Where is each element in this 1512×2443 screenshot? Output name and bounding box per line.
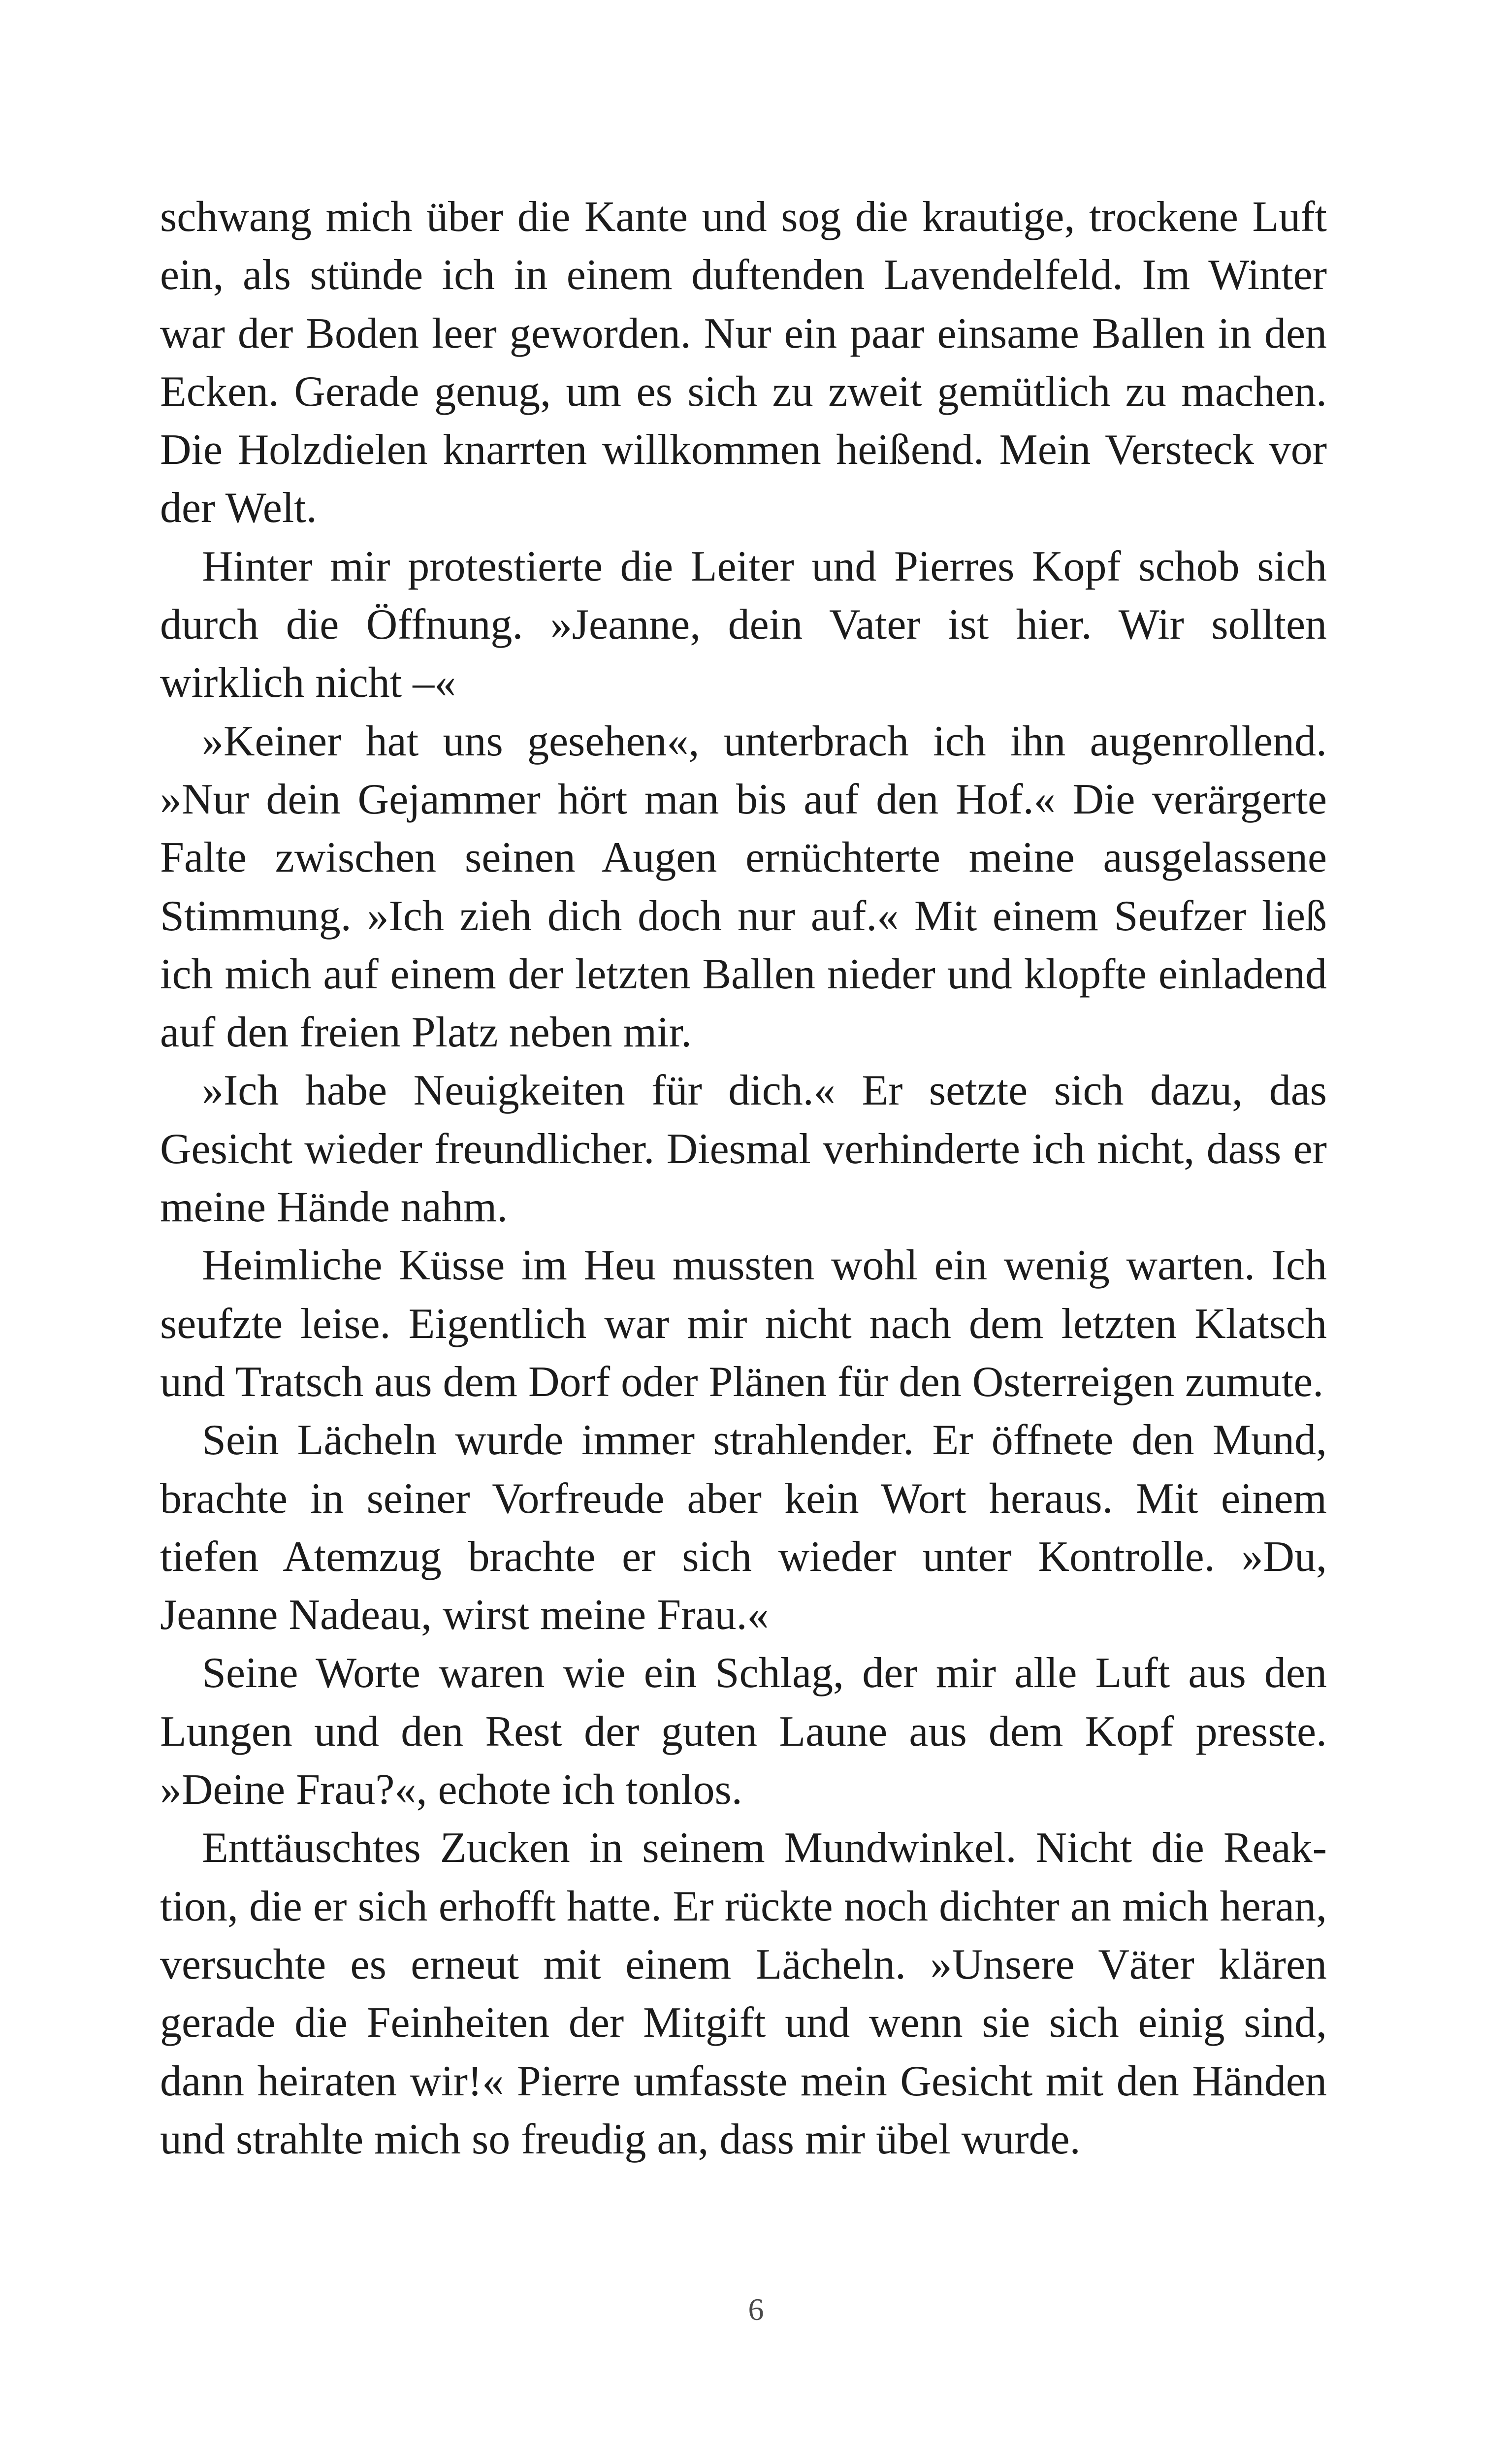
paragraph-8: Enttäuschtes Zucken in seinem Mundwinkel. Nicht die Reaktion, die er sich erhofft hatte. Er rückte noch dichter an mich heran, versuchte es erneut mit einem Lächeln. »Unsere Väter klären gerade die Feinheiten der Mitgift und wenn sie sich einig sind, dann heiraten wir!« Pierre umfasste mein Gesicht mit den Händen und strahlte mich so freudig an, dass mir übel wurde. [160, 1824, 1327, 2163]
paragraph-7: Seine Worte waren wie ein Schlag, der mir alle Luft aus den Lungen und den Rest der guten Laune aus dem Kopf presste. »Deine Frau?«, echote ich tonlos. [160, 1649, 1327, 1814]
paragraph-3: »Keiner hat uns gesehen«, unterbrach ich ihn augenrollend. »Nur dein Gejammer hört man bis auf den Hof.« Die verärgerte Falte zwischen seinen Augen ernüchterte meine ausgelassene Stimmung. »Ich zieh dich doch nur auf.« Mit einem Seufzer ließ ich mich auf einem der letzten Ballen nieder und klopfte einladend auf den freien Platz neben mir. [160, 717, 1327, 1057]
body-text [160, 188, 1327, 2169]
paragraph-5: Heimliche Küsse im Heu mussten wohl ein wenig warten. Ich seufzte leise. Eigentlich war mir nicht nach dem letzten Klatsch und Tratsch aus dem Dorf oder Plänen für den Osterreigen zumute. [160, 1241, 1327, 1406]
paragraph-6: Sein Lächeln wurde immer strahlender. Er öffnete den Mund, brachte in seiner Vorfreude aber kein Wort heraus. Mit einem tiefen Atemzug brachte er sich wieder unter Kontrolle. »Du, Jeanne Nadeau, wirst meine Frau.« [160, 1416, 1327, 1639]
page-number: 6 [748, 2292, 764, 2327]
paragraph-2: Hinter mir protestierte die Leiter und Pierres Kopf schob sich durch die Öffnung. »Jeanne, dein Vater ist hier. Wir sollten wirklich nicht –« [160, 542, 1327, 707]
paragraph-1: schwang mich über die Kante und sog die krautige, trockene Luft ein, als stünde ich in einem duftenden Lavendelfeld. Im Winter war der Boden leer geworden. Nur ein paar einsame Ballen in den Ecken. Gerade genug, um es sich zu zweit gemütlich zu machen. Die Holzdielen knarrten willkommen heißend. Mein Versteck vor der Welt. [160, 193, 1327, 532]
paragraph-4: »Ich habe Neuigkeiten für dich.« Er setzte sich dazu, das Gesicht wieder freundlicher. Diesmal verhinderte ich nicht, dass er meine Hände nahm. [160, 1067, 1327, 1232]
